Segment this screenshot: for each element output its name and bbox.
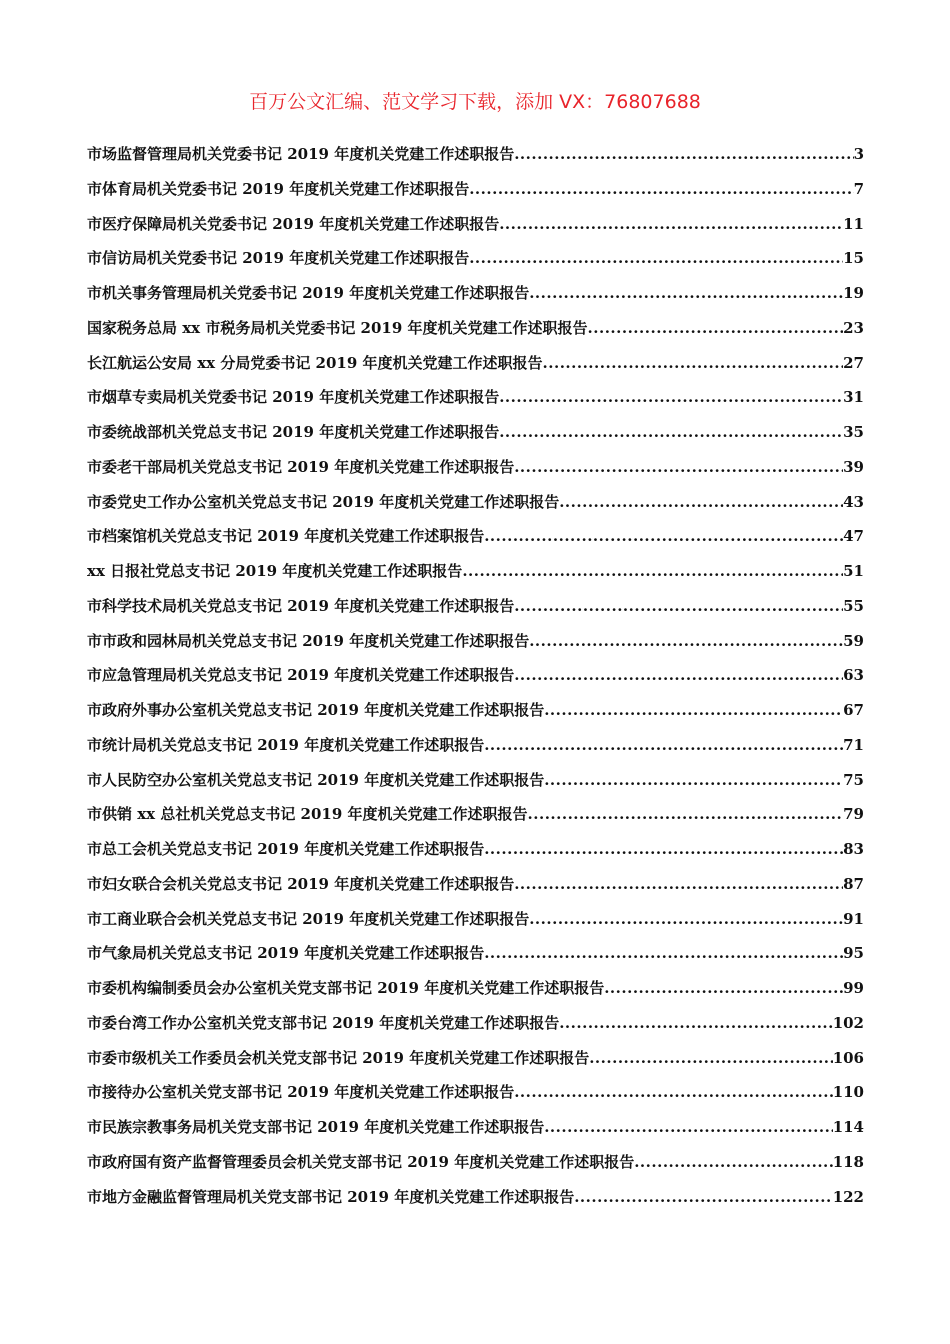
- toc-dot-leader: [514, 140, 853, 168]
- toc-entry-title: 市人民防空办公室机关党总支书记 2019 年度机关党建工作述职报告: [87, 770, 545, 789]
- toc-entry[interactable]: [87, 905, 864, 940]
- toc-dot-leader: [589, 1044, 832, 1072]
- toc-entry-page-number: 118: [832, 1152, 864, 1171]
- toc-dot-leader: [514, 661, 843, 689]
- toc-entry-page-number: 43: [843, 492, 864, 511]
- toc-entry[interactable]: [87, 661, 864, 696]
- toc-entry[interactable]: [87, 1078, 864, 1113]
- toc-dot-leader: [514, 1078, 832, 1106]
- toc-dot-leader: [514, 592, 843, 620]
- toc-entry-title: 长江航运公安局 xx 分局党委书记 2019 年度机关党建工作述职报告: [87, 353, 543, 372]
- toc-dot-leader: [462, 557, 843, 585]
- toc-entry-page-number: 11: [843, 214, 864, 233]
- toc-entry-title: 市委统战部机关党总支书记 2019 年度机关党建工作述职报告: [87, 423, 500, 441]
- toc-entry-title: 市工商业联合会机关党总支书记 2019 年度机关党建工作述职报告: [87, 909, 530, 928]
- toc-entry-title: 市科学技术局机关党总支书记 2019 年度机关党建工作述职报告: [87, 596, 515, 615]
- toc-entry-title: 市委老干部局机关党总支书记 2019 年度机关党建工作述职报告: [87, 457, 515, 476]
- toc-entry[interactable]: [87, 766, 864, 801]
- toc-entry-title: xx 日报社党总支书记 2019 年度机关党建工作述职报告: [87, 562, 463, 580]
- toc-entry[interactable]: [87, 140, 864, 175]
- toc-dot-leader: [514, 870, 843, 898]
- toc-dot-leader: [499, 210, 843, 238]
- toc-entry-title: 市供销 xx 总社机关党总支书记 2019 年度机关党建工作述职报告: [87, 805, 528, 824]
- toc-entry-page-number: 106: [832, 1048, 864, 1067]
- toc-entry-title: 市接待办公室机关党支部书记 2019 年度机关党建工作述职报告: [87, 1083, 515, 1102]
- toc-entry-title: 市医疗保障局机关党委书记 2019 年度机关党建工作述职报告: [87, 214, 500, 233]
- toc-entry-title: 市档案馆机关党总支书记 2019 年度机关党建工作述职报告: [87, 527, 485, 546]
- toc-entry[interactable]: [87, 210, 864, 245]
- toc-dot-leader: [544, 766, 843, 794]
- toc-entry[interactable]: [87, 939, 864, 974]
- toc-entry-page-number: 15: [843, 249, 864, 268]
- toc-entry[interactable]: [87, 314, 864, 349]
- toc-dot-leader: [574, 1183, 832, 1211]
- toc-entry-page-number: 67: [843, 701, 864, 719]
- toc-entry[interactable]: [87, 244, 864, 279]
- toc-entry[interactable]: [87, 1183, 864, 1218]
- toc-entry-title: 市体育局机关党委书记 2019 年度机关党建工作述职报告: [87, 179, 470, 198]
- toc-entry-page-number: 23: [843, 318, 864, 337]
- toc-entry-page-number: 102: [832, 1013, 864, 1032]
- table-of-contents: [87, 140, 864, 1217]
- toc-dot-leader: [469, 175, 853, 203]
- toc-entry[interactable]: [87, 1113, 864, 1148]
- toc-dot-leader: [484, 835, 843, 863]
- toc-entry-page-number: 31: [843, 388, 864, 407]
- toc-entry-page-number: 59: [843, 631, 864, 650]
- toc-dot-leader: [484, 731, 843, 759]
- toc-entry-title: 市场监督管理局机关党委书记 2019 年度机关党建工作述职报告: [87, 145, 515, 163]
- toc-entry-page-number: 7: [853, 179, 864, 198]
- toc-entry-title: 市机关事务管理局机关党委书记 2019 年度机关党建工作述职报告: [87, 284, 530, 302]
- toc-entry-page-number: 55: [843, 596, 864, 615]
- toc-entry-title: 市委市级机关工作委员会机关党支部书记 2019 年度机关党建工作述职报告: [87, 1048, 590, 1067]
- toc-entry[interactable]: [87, 592, 864, 627]
- toc-dot-leader: [543, 349, 844, 377]
- toc-dot-leader: [529, 905, 843, 933]
- toc-entry[interactable]: [87, 731, 864, 766]
- toc-entry-title: 市地方金融监督管理局机关党支部书记 2019 年度机关党建工作述职报告: [87, 1187, 575, 1206]
- toc-dot-leader: [544, 696, 843, 724]
- toc-entry[interactable]: [87, 488, 864, 523]
- toc-dot-leader: [499, 383, 843, 411]
- toc-entry[interactable]: [87, 627, 864, 662]
- toc-entry[interactable]: [87, 453, 864, 488]
- toc-entry-title: 市烟草专卖局机关党委书记 2019 年度机关党建工作述职报告: [87, 388, 500, 407]
- toc-dot-leader: [514, 453, 843, 481]
- toc-dot-leader: [544, 1113, 832, 1141]
- toc-entry-title: 市政府外事办公室机关党总支书记 2019 年度机关党建工作述职报告: [87, 701, 545, 719]
- toc-entry[interactable]: [87, 175, 864, 210]
- toc-entry-title: 市市政和园林局机关党总支书记 2019 年度机关党建工作述职报告: [87, 631, 530, 650]
- toc-entry-page-number: 79: [843, 805, 864, 824]
- toc-entry-page-number: 91: [843, 909, 864, 928]
- toc-entry[interactable]: [87, 349, 864, 384]
- toc-entry[interactable]: [87, 1009, 864, 1044]
- toc-entry-page-number: 122: [832, 1187, 864, 1206]
- toc-entry[interactable]: [87, 418, 864, 453]
- toc-dot-leader: [528, 800, 844, 828]
- toc-entry[interactable]: [87, 835, 864, 870]
- toc-entry[interactable]: [87, 1148, 864, 1183]
- toc-dot-leader: [529, 279, 843, 307]
- toc-entry-page-number: 39: [843, 457, 864, 476]
- toc-entry-title: 市信访局机关党委书记 2019 年度机关党建工作述职报告: [87, 249, 470, 268]
- toc-dot-leader: [529, 627, 843, 655]
- toc-entry[interactable]: [87, 870, 864, 905]
- toc-entry-page-number: 114: [832, 1118, 864, 1136]
- toc-entry[interactable]: [87, 1044, 864, 1079]
- toc-entry-title: 市民族宗教事务局机关党支部书记 2019 年度机关党建工作述职报告: [87, 1118, 545, 1136]
- toc-entry-page-number: 110: [832, 1083, 864, 1102]
- toc-entry-title: 市委机构编制委员会办公室机关党支部书记 2019 年度机关党建工作述职报告: [87, 979, 605, 997]
- toc-entry-page-number: 35: [843, 423, 864, 441]
- toc-entry-title: 市应急管理局机关党总支书记 2019 年度机关党建工作述职报告: [87, 666, 515, 685]
- toc-entry[interactable]: [87, 279, 864, 314]
- toc-dot-leader: [634, 1148, 832, 1176]
- toc-entry-page-number: 27: [843, 353, 864, 372]
- toc-entry-page-number: 87: [843, 874, 864, 893]
- toc-entry[interactable]: [87, 557, 864, 592]
- toc-entry[interactable]: [87, 522, 864, 557]
- toc-entry-title: 国家税务总局 xx 市税务局机关党委书记 2019 年度机关党建工作述职报告: [87, 318, 588, 337]
- toc-entry-title: 市统计局机关党总支书记 2019 年度机关党建工作述职报告: [87, 735, 485, 754]
- promo-banner: 百万公文汇编、范文学习下载，添加 VX：76807688: [249, 91, 701, 113]
- toc-entry[interactable]: [87, 800, 864, 835]
- toc-dot-leader: [604, 974, 843, 1002]
- toc-dot-leader: [499, 418, 843, 446]
- toc-entry-title: 市妇女联合会机关党总支书记 2019 年度机关党建工作述职报告: [87, 874, 515, 893]
- toc-entry-page-number: 19: [843, 284, 864, 302]
- toc-entry-title: 市政府国有资产监督管理委员会机关党支部书记 2019 年度机关党建工作述职报告: [87, 1152, 635, 1171]
- toc-dot-leader: [588, 314, 844, 342]
- toc-entry-title: 市委党史工作办公室机关党总支书记 2019 年度机关党建工作述职报告: [87, 492, 560, 511]
- toc-entry-page-number: 99: [843, 979, 864, 997]
- toc-entry-page-number: 47: [843, 527, 864, 546]
- toc-entry[interactable]: [87, 974, 864, 1009]
- toc-entry-page-number: 95: [843, 944, 864, 963]
- toc-entry-page-number: 3: [853, 145, 864, 163]
- toc-entry-page-number: 71: [843, 735, 864, 754]
- toc-entry-page-number: 51: [843, 562, 864, 580]
- toc-entry-page-number: 75: [843, 770, 864, 789]
- toc-entry[interactable]: [87, 383, 864, 418]
- toc-entry-title: 市气象局机关党总支书记 2019 年度机关党建工作述职报告: [87, 944, 485, 963]
- toc-entry-title: 市总工会机关党总支书记 2019 年度机关党建工作述职报告: [87, 840, 485, 858]
- toc-entry-title: 市委台湾工作办公室机关党支部书记 2019 年度机关党建工作述职报告: [87, 1013, 560, 1032]
- toc-entry-page-number: 83: [843, 840, 864, 858]
- toc-entry-page-number: 63: [843, 666, 864, 685]
- toc-entry[interactable]: [87, 696, 864, 731]
- toc-dot-leader: [559, 1009, 832, 1037]
- toc-dot-leader: [469, 244, 843, 272]
- toc-dot-leader: [484, 939, 843, 967]
- toc-dot-leader: [559, 488, 843, 516]
- toc-dot-leader: [484, 522, 843, 550]
